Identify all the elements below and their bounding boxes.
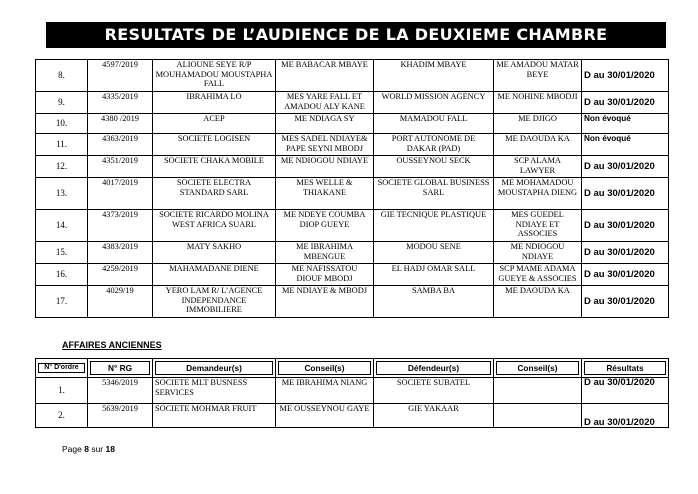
row-number: 13. xyxy=(36,178,88,210)
table-row xyxy=(36,114,669,134)
rg-number: 4351/2019 xyxy=(88,156,153,178)
conseil-demandeur: ME NDEYE COUMBA DIOP GUEYE xyxy=(276,210,374,242)
resultat: D au 30/01/2020 xyxy=(582,404,669,428)
conseil-demandeur: ME NAFISSATOU DIOUF MBODJ xyxy=(276,264,374,286)
conseil-demandeur: ME NDIAGA SY xyxy=(276,114,374,134)
conseil-demandeur: ME NDIAYE & MBODJ xyxy=(276,286,374,318)
conseil-defendeur: SCP ALAMA LAWYER xyxy=(494,156,582,178)
defendeur: SOCIETE SUBATEL xyxy=(374,378,494,404)
resultat: D au 30/01/2020 xyxy=(582,286,669,318)
conseil-demandeur: ME OUSSEYNOU GAYE xyxy=(276,404,374,428)
demandeur: SOCIETE LOGISEN xyxy=(153,134,276,156)
row-number: 15. xyxy=(36,242,88,264)
table-header-row xyxy=(36,359,669,378)
demandeur: ALIOUNE SEYE R/P MOUHAMADOU MOUSTAPHA FALL xyxy=(153,60,276,92)
header-conseil-label: Conseil(s) xyxy=(496,361,579,375)
demandeur: SOCIETE MOHMAR FRUIT xyxy=(153,404,276,428)
defendeur: OUSSEYNOU SECK xyxy=(374,156,494,178)
resultat: Non évoqué xyxy=(582,134,669,156)
rg-number: 4363/2019 xyxy=(88,134,153,156)
header-rg-label: N° RG xyxy=(90,361,150,375)
page-banner-title: RESULTATS DE L’AUDIENCE DE LA DEUXIEME CHAMBRE xyxy=(46,22,666,48)
table-row xyxy=(36,60,669,92)
table-row xyxy=(36,242,669,264)
rg-number: 4373/2019 xyxy=(88,210,153,242)
conseil-defendeur: ME DJIGO xyxy=(494,114,582,134)
header-demandeur-label: Demandeur(s) xyxy=(155,361,273,375)
conseil-defendeur: ME DAOUDA KA xyxy=(494,134,582,156)
conseil-demandeur: MES YARE FALL ET AMADOU ALY KANE xyxy=(276,92,374,114)
row-number: 17. xyxy=(36,286,88,318)
table-row xyxy=(36,156,669,178)
defendeur: KHADIM MBAYE xyxy=(374,60,494,92)
demandeur: MATY SAKHO xyxy=(153,242,276,264)
results-table xyxy=(35,59,669,318)
footer-total-pages: 18 xyxy=(105,444,115,454)
conseil-defendeur: ME DAOUDA KA xyxy=(494,286,582,318)
table-row xyxy=(36,134,669,156)
header-conseil-defendeur xyxy=(494,359,582,378)
row-number: 10. xyxy=(36,114,88,134)
table-row xyxy=(36,92,669,114)
rg-number: 4380 /2019 xyxy=(88,114,153,134)
table-row xyxy=(36,404,669,428)
header-resultats xyxy=(582,359,669,378)
header-ordre-label: N° D'ordre xyxy=(38,363,85,373)
defendeur: PORT AUTONOME DE DAKAR (PAD) xyxy=(374,134,494,156)
resultat: D au 30/01/2020 xyxy=(582,156,669,178)
footer-page-number: 8 xyxy=(84,444,89,454)
defendeur: WORLD MISSION AGENCY xyxy=(374,92,494,114)
demandeur: SOCIETE RICARDO MOLINA WEST AFRICA SUARL xyxy=(153,210,276,242)
demandeur: SOCIETE ELECTRA STANDARD SARL xyxy=(153,178,276,210)
header-defendeur xyxy=(374,359,494,378)
conseil-defendeur xyxy=(494,378,582,404)
conseil-defendeur: ME NOHINE MBODJI xyxy=(494,92,582,114)
row-number: 11. xyxy=(36,134,88,156)
row-number: 1. xyxy=(36,378,88,404)
demandeur: SOCIETE CHAKA MOBILE xyxy=(153,156,276,178)
defendeur: GIE YAKAAR xyxy=(374,404,494,428)
table-row xyxy=(36,264,669,286)
table-row xyxy=(36,378,669,404)
header-defendeur-label: Défendeur(s) xyxy=(376,361,491,375)
resultat: D au 30/01/2020 xyxy=(582,178,669,210)
conseil-demandeur: ME NDIOGOU NDIAYE xyxy=(276,156,374,178)
row-number: 9. xyxy=(36,92,88,114)
row-number: 14. xyxy=(36,210,88,242)
conseil-defendeur xyxy=(494,404,582,428)
resultat: D au 30/01/2020 xyxy=(582,378,669,404)
rg-number: 4029/19 xyxy=(88,286,153,318)
footer-prefix: Page xyxy=(62,444,85,454)
defendeur: SAMBA BA xyxy=(374,286,494,318)
table-row xyxy=(36,178,669,210)
demandeur: YERO LAM R/ L’AGENCE INDEPENDANCE IMMOBILIERE xyxy=(153,286,276,318)
rg-number: 4017/2019 xyxy=(88,178,153,210)
conseil-demandeur: ME IBRAHIMA MBENGUE xyxy=(276,242,374,264)
conseil-demandeur: MES SADEL NDIAYE& PAPE SEYNI MBODJ xyxy=(276,134,374,156)
demandeur: IBRAHIMA LO xyxy=(153,92,276,114)
resultat: D au 30/01/2020 xyxy=(582,60,669,92)
table-row xyxy=(36,286,669,318)
page-footer xyxy=(62,444,115,454)
header-conseil-label: Conseil(s) xyxy=(278,361,371,375)
row-number: 16. xyxy=(36,264,88,286)
header-rg xyxy=(88,359,153,378)
resultat: D au 30/01/2020 xyxy=(582,264,669,286)
defendeur: MODOU SENE xyxy=(374,242,494,264)
rg-number: 4383/2019 xyxy=(88,242,153,264)
resultat: D au 30/01/2020 xyxy=(582,242,669,264)
conseil-defendeur: ME NDIOGOU NDIAYE xyxy=(494,242,582,264)
resultat: D au 30/01/2020 xyxy=(582,92,669,114)
section-title-affaires-anciennes: AFFAIRES ANCIENNES xyxy=(62,340,162,350)
defendeur: GIE TECNIQUE PLASTIQUE xyxy=(374,210,494,242)
defendeur: MAMADOU FALL xyxy=(374,114,494,134)
conseil-defendeur: MES GUEDEL NDIAYE ET ASSOCIES xyxy=(494,210,582,242)
row-number: 12. xyxy=(36,156,88,178)
rg-number: 5639/2019 xyxy=(88,404,153,428)
rg-number: 5346/2019 xyxy=(88,378,153,404)
demandeur: MAHAMADANE DIENE xyxy=(153,264,276,286)
rg-number: 4335/2019 xyxy=(88,92,153,114)
conseil-demandeur: ME IBRAHIMA NIANG xyxy=(276,378,374,404)
resultat: Non évoqué xyxy=(582,114,669,134)
conseil-demandeur: MES WELLE & THIAKANE xyxy=(276,178,374,210)
demandeur: SOCIETE MLT BUSNESS SERVICES xyxy=(153,378,276,404)
resultat: D au 30/01/2020 xyxy=(582,210,669,242)
conseil-demandeur: ME BABACAR MBAYE xyxy=(276,60,374,92)
header-conseil-demandeur xyxy=(276,359,374,378)
rg-number: 4259/2019 xyxy=(88,264,153,286)
row-number: 8. xyxy=(36,60,88,92)
demandeur: ACEP xyxy=(153,114,276,134)
header-demandeur xyxy=(153,359,276,378)
table-row xyxy=(36,210,669,242)
affaires-anciennes-table xyxy=(35,358,669,428)
rg-number: 4597/2019 xyxy=(88,60,153,92)
conseil-defendeur: ME AMADOU MATAR BEYE xyxy=(494,60,582,92)
conseil-defendeur: SCP MAME ADAMA GUEYE & ASSOCIES xyxy=(494,264,582,286)
defendeur: EL HADJ OMAR SALL xyxy=(374,264,494,286)
header-ordre xyxy=(36,359,88,378)
conseil-defendeur: ME MOHAMADOU MOUSTAPHA DIENG xyxy=(494,178,582,210)
row-number: 2. xyxy=(36,404,88,428)
header-resultats-label: Résultats xyxy=(584,361,666,375)
footer-separator: sur xyxy=(88,444,106,454)
defendeur: SOCIETE GLOBAL BUSINESS SARL xyxy=(374,178,494,210)
